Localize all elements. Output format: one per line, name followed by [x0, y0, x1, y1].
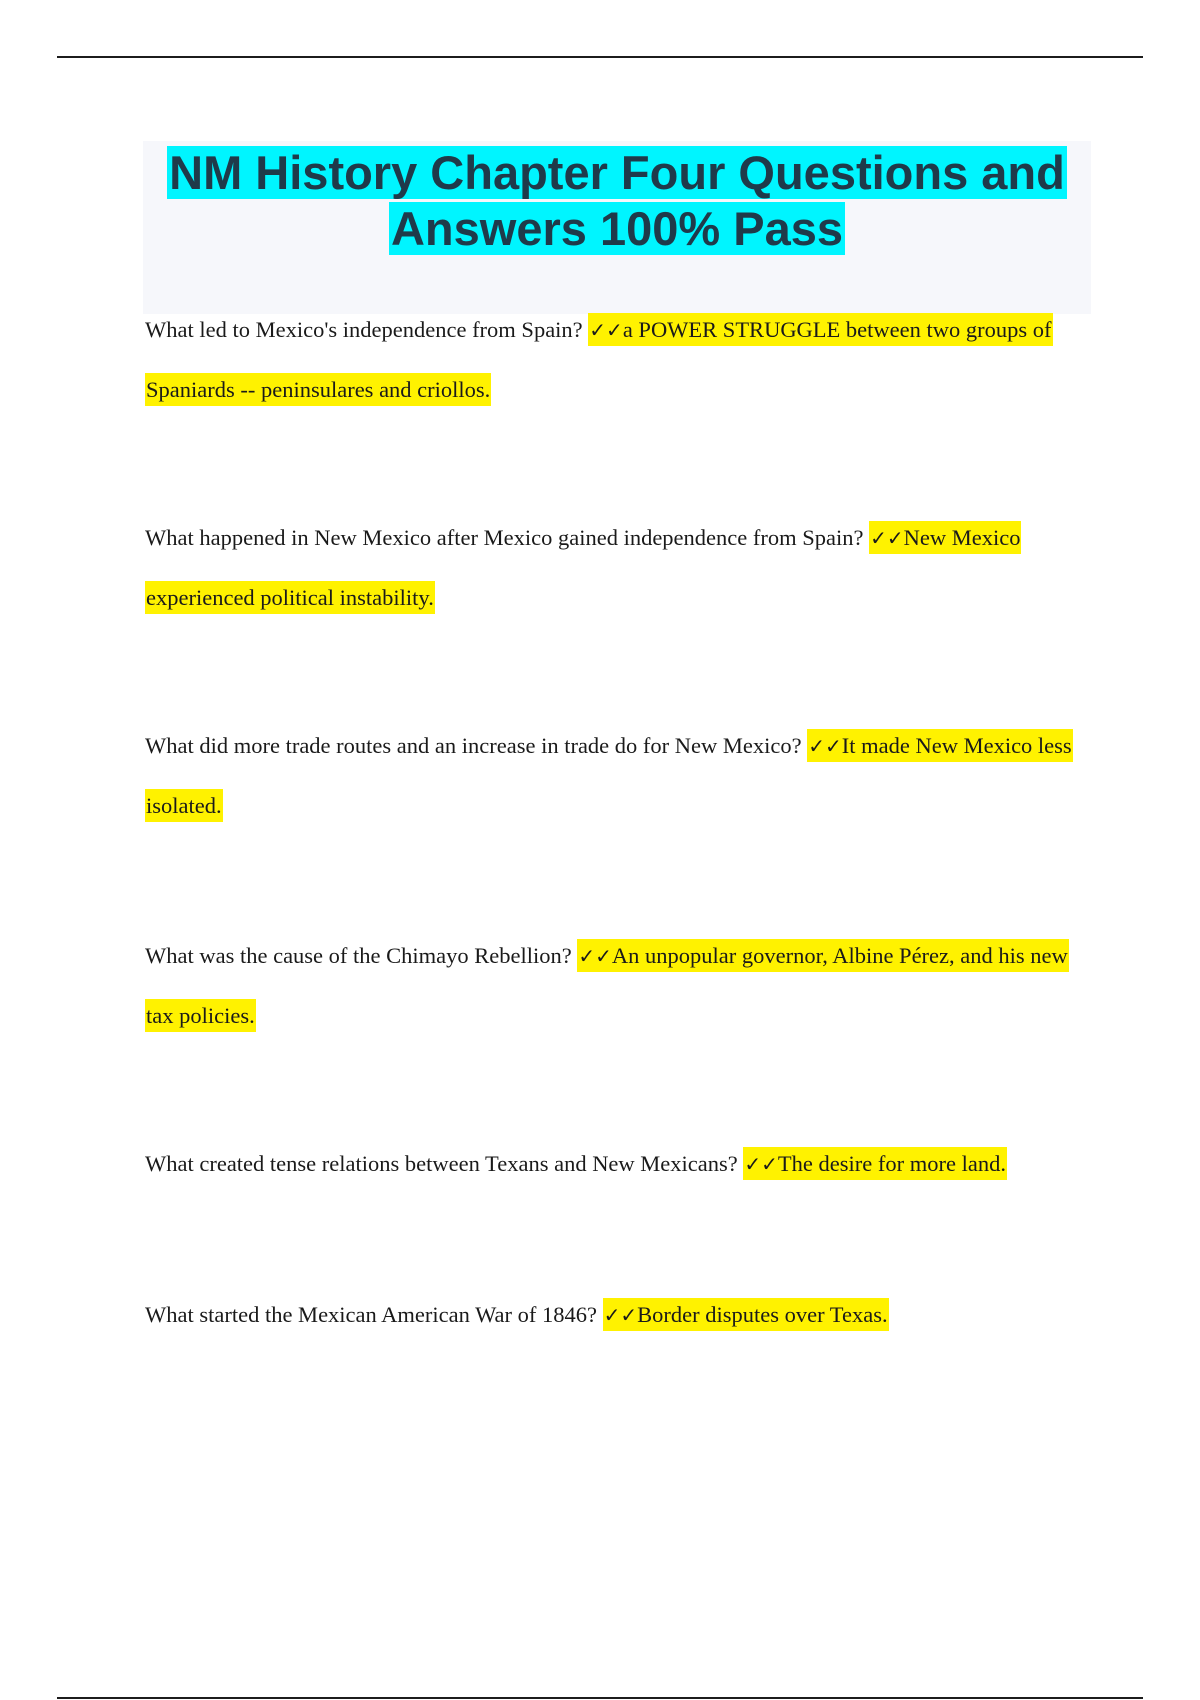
- double-check-icon: ✓✓: [870, 526, 904, 550]
- qa-item-1: [145, 300, 1095, 420]
- answer-highlight: [603, 1298, 889, 1331]
- question-text: What created tense relations between Texans and New Mexicans?: [145, 1151, 738, 1176]
- qa-item-4: [145, 926, 1095, 1046]
- question-text: What was the cause of the Chimayo Rebellion?: [145, 943, 572, 968]
- question-text: What did more trade routes and an increase in trade do for New Mexico?: [145, 733, 802, 758]
- answer-text: Border disputes over Texas.: [637, 1302, 888, 1327]
- document-title-text: NM History Chapter Four Questions and Answers 100% Pass: [169, 146, 1065, 255]
- answer-text: a POWER STRUGGLE between two groups of Spaniards -- peninsulares and criollos.: [146, 317, 1052, 402]
- title-block: [143, 141, 1091, 314]
- answer-text: It made New Mexico less isolated.: [146, 733, 1072, 818]
- double-check-icon: ✓✓: [578, 944, 612, 968]
- question-text: What happened in New Mexico after Mexico gained independence from Spain?: [145, 525, 864, 550]
- qa-item-3: [145, 716, 1095, 836]
- question-text: What started the Mexican American War of 1846?: [145, 1302, 597, 1327]
- header-rule: [57, 56, 1143, 58]
- double-check-icon: ✓✓: [589, 318, 623, 342]
- answer-text: An unpopular governor, Albine Pérez, and his new tax policies.: [146, 943, 1068, 1028]
- qa-item-6: [145, 1285, 1095, 1345]
- document-title: [143, 141, 1091, 257]
- answer-text: New Mexico experienced political instability.: [146, 525, 1021, 610]
- double-check-icon: ✓✓: [603, 1303, 638, 1327]
- qa-item-5: [145, 1134, 1095, 1194]
- answer-text: The desire for more land.: [777, 1151, 1006, 1176]
- double-check-icon: ✓✓: [744, 1152, 778, 1176]
- question-text: What led to Mexico's independence from Spain?: [145, 317, 583, 342]
- double-check-icon: ✓✓: [808, 734, 842, 758]
- qa-item-2: [145, 508, 1095, 628]
- answer-highlight: [743, 1147, 1007, 1180]
- footer-rule: [57, 1697, 1143, 1699]
